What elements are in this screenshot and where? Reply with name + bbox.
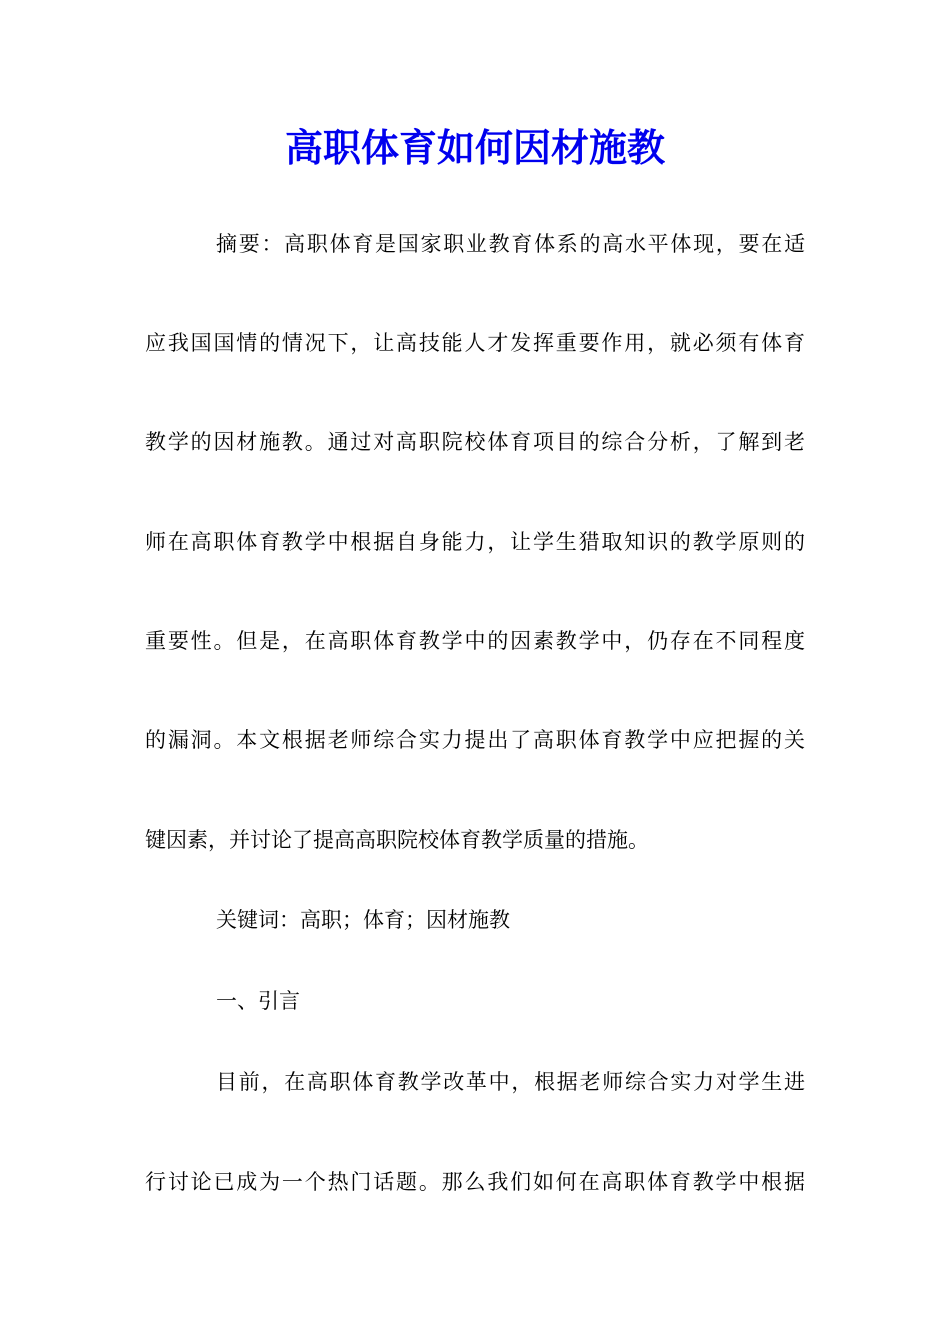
abstract-line-7: 键因素，并讨论了提高高职院校体育教学质量的措施。: [145, 828, 649, 852]
document-title: 高职体育如何因材施教: [284, 125, 665, 170]
abstract-line-2: 应我国国情的情况下，让高技能人才发挥重要作用，就必须有体育: [145, 331, 805, 355]
body-line-1: 目前，在高职体育教学改革中，根据老师综合实力对学生进: [216, 1070, 805, 1094]
abstract-line-3: 教学的因材施教。通过对高职院校体育项目的综合分析，了解到老: [145, 430, 805, 454]
section-heading: 一、引言: [216, 989, 300, 1013]
body-line-2: 行讨论已成为一个热门话题。那么我们如何在高职体育教学中根据: [145, 1170, 805, 1194]
abstract-line-5: 重要性。但是，在高职体育教学中的因素教学中，仍存在不同程度: [145, 629, 805, 653]
keywords-line: 关键词：高职；体育；因材施教: [216, 908, 510, 932]
abstract-line-1: 摘要：高职体育是国家职业教育体系的高水平体现，要在适: [216, 232, 805, 256]
abstract-line-4: 师在高职体育教学中根据自身能力，让学生猎取知识的教学原则的: [145, 530, 805, 554]
abstract-line-6: 的漏洞。本文根据老师综合实力提出了高职体育教学中应把握的关: [145, 728, 805, 752]
